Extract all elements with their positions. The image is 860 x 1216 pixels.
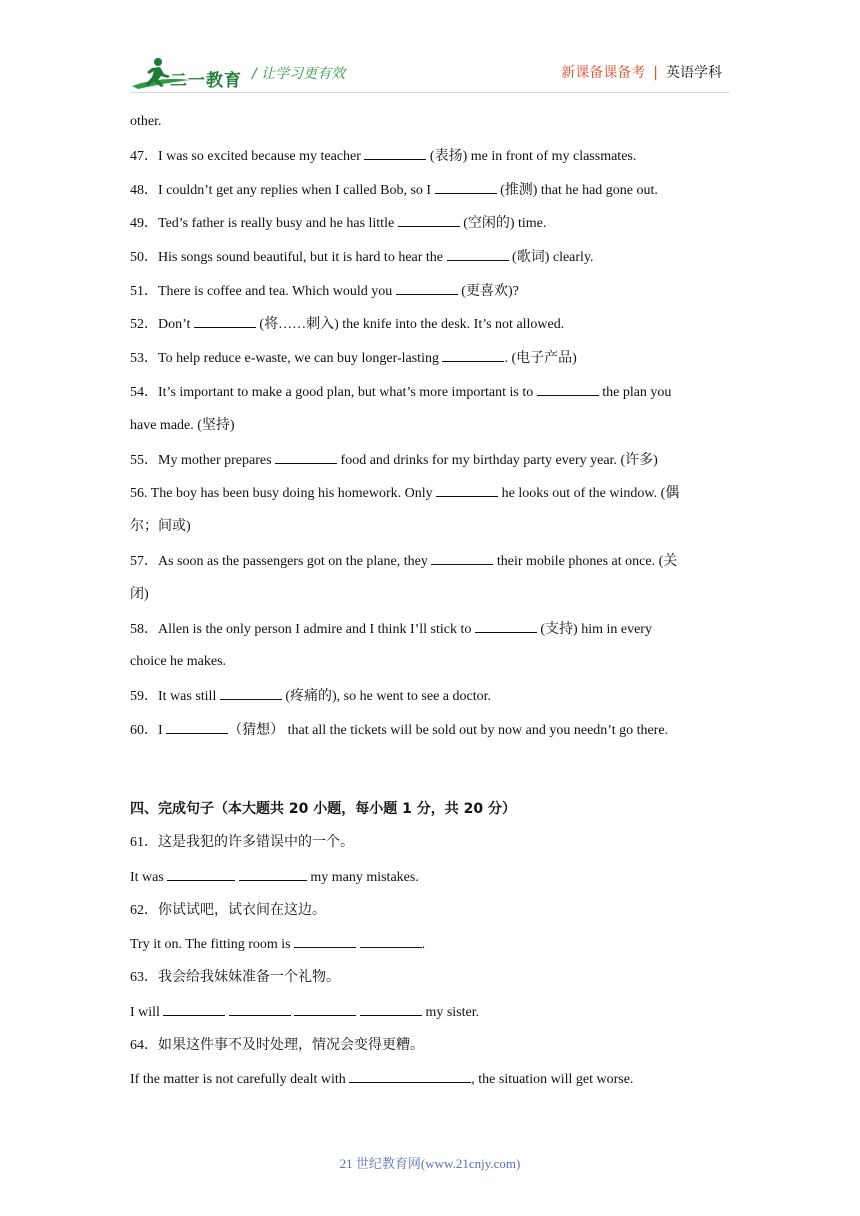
page-footer: 21 世纪教育网(www.21cnjy.com) (339, 1156, 521, 1171)
header-label-subject: 英语学科 (666, 65, 722, 81)
question-53: 53．To help reduce e-waste, we can buy longer-lasting . (电子产品) (130, 348, 577, 369)
question-61-answer: It was my many mistakes. (130, 867, 419, 888)
question-48: 48．I couldn’t get any replies when I called Bob, so I (推测) that he had gone out. (130, 180, 658, 201)
answer-blank[interactable] (360, 1002, 422, 1016)
answer-blank[interactable] (166, 720, 228, 734)
question-58-cont: choice he makes. (130, 654, 227, 669)
question-56: 56. The boy has been busy doing his homework. Only he looks out of the window. (偶 (130, 483, 679, 504)
question-59: 59．It was still (疼痛的), so he went to see a doctor. (130, 686, 491, 707)
answer-blank[interactable] (220, 686, 282, 700)
header-right (561, 62, 722, 82)
answer-blank[interactable] (537, 382, 599, 396)
header-divider (130, 92, 730, 93)
question-64-answer: If the matter is not carefully dealt with , the situation will get worse. (130, 1069, 633, 1090)
answer-blank[interactable] (349, 1069, 471, 1083)
question-57-cont: 闭) (130, 587, 149, 602)
question-58: 58．Allen is the only person I admire and I think I’ll stick to (支持) him in every (130, 619, 652, 640)
answer-blank[interactable] (396, 281, 458, 295)
question-55: 55．My mother prepares food and drinks for my birthday party every year. (许多) (130, 450, 658, 471)
answer-blank[interactable] (435, 180, 497, 194)
answer-blank[interactable] (294, 1002, 356, 1016)
question-47: 47．I was so excited because my teacher (表扬) me in front of my classmates. (130, 146, 636, 167)
question-52: 52．Don’t (将……刺入) the knife into the desk. It’s not allowed. (130, 314, 564, 335)
answer-blank[interactable] (294, 934, 356, 948)
question-54-cont: have made. (坚持) (130, 418, 235, 433)
question-50: 50．His songs sound beautiful, but it is hard to hear the (歌词) clearly. (130, 247, 594, 268)
answer-blank[interactable] (447, 247, 509, 261)
text-line: other. (130, 114, 162, 129)
answer-blank[interactable] (364, 146, 426, 160)
answer-blank[interactable] (275, 450, 337, 464)
question-54: 54．It’s important to make a good plan, but what’s more important is to the plan you (130, 382, 671, 403)
answer-blank[interactable] (239, 867, 307, 881)
answer-blank[interactable] (442, 348, 504, 362)
question-57: 57．As soon as the passengers got on the plane, they their mobile phones at once. (关 (130, 551, 677, 572)
question-62: 62．你试试吧，试衣间在这边。 (130, 903, 326, 918)
answer-blank[interactable] (475, 619, 537, 633)
answer-blank[interactable] (229, 1002, 291, 1016)
answer-blank[interactable] (167, 867, 235, 881)
question-64: 64．如果这件事不及时处理，情况会变得更糟。 (130, 1038, 424, 1053)
header-slogan: / 让学习更有效 (252, 66, 346, 82)
question-56-cont: 尔；间或) (130, 519, 191, 534)
question-61: 61．这是我犯的许多错误中的一个。 (130, 835, 354, 850)
question-63: 63．我会给我妹妹准备一个礼物。 (130, 970, 340, 985)
answer-blank[interactable] (163, 1002, 225, 1016)
header-separator: | (653, 65, 658, 81)
question-63-answer: I will my sister. (130, 1002, 479, 1023)
section-title: 四、完成句子（本大题共 20 小题，每小题 1 分，共 20 分） (130, 801, 516, 817)
answer-blank[interactable] (436, 483, 498, 497)
question-49: 49．Ted’s father is really busy and he has little (空闲的) time. (130, 213, 546, 234)
question-51: 51．There is coffee and tea. Which would you (更喜欢)? (130, 281, 519, 302)
header-label-course: 新课备课备考 (561, 65, 646, 81)
page-header (0, 0, 860, 100)
answer-blank[interactable] (431, 551, 493, 565)
logo-text: 二一教育 (170, 71, 242, 91)
answer-blank[interactable] (194, 314, 256, 328)
answer-blank[interactable] (398, 213, 460, 227)
question-60: 60．I （猜想） that all the tickets will be sold out by now and you needn’t go there. (130, 720, 668, 741)
question-62-answer: Try it on. The fitting room is . (130, 934, 425, 955)
answer-blank[interactable] (360, 934, 422, 948)
